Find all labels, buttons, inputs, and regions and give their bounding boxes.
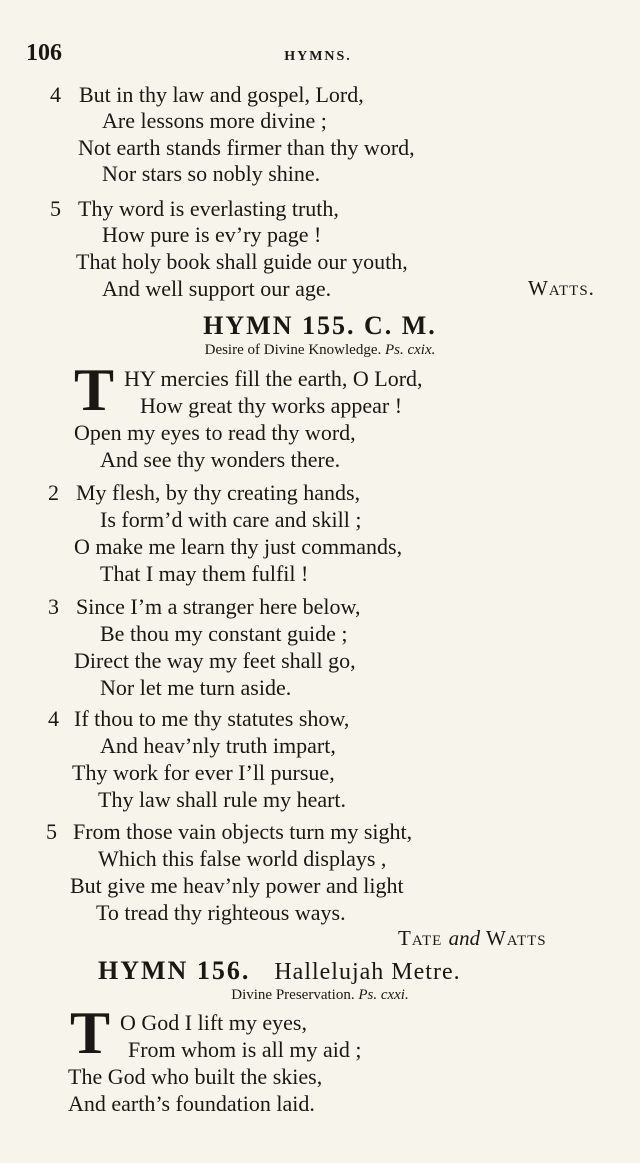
verse-line: But give me heav’nly power and light <box>70 873 404 898</box>
psalm-reference: Ps. cxix. <box>384 342 436 358</box>
subtitle-text: Desire of Divine Knowledge. <box>204 342 382 358</box>
psalm-reference: Ps. cxxi. <box>358 987 409 1003</box>
stanza-number: 3 <box>48 594 59 619</box>
page-number: 106 <box>26 40 62 66</box>
drop-cap: T <box>70 1000 111 1066</box>
verse-line: But in thy law and gospel, Lord, <box>79 82 364 107</box>
verse-line: HY mercies fill the earth, O Lord, <box>124 366 423 391</box>
hymn-155-title: HYMN 155. C. M. <box>203 311 437 340</box>
verse-line: From whom is all my aid ; <box>128 1037 362 1062</box>
hymn-number: HYMN 156. <box>98 956 251 985</box>
stanza-number: 2 <box>48 480 59 505</box>
verse-line: Is form’d with care and skill ; <box>100 507 362 532</box>
verse-line: O make me learn thy just commands, <box>74 534 403 559</box>
verse-line: If thou to me thy statutes show, <box>74 706 350 731</box>
running-head: HYMNS. <box>284 49 352 64</box>
verse-line: The God who built the skies, <box>68 1064 323 1089</box>
stanza-number: 4 <box>48 706 59 731</box>
subtitle-text: Divine Preservation. <box>231 987 355 1003</box>
stanza-number: 4 <box>50 82 61 107</box>
verse-line: How pure is ev’ry page ! <box>102 222 322 247</box>
verse-line: Since I’m a stranger here below, <box>76 594 361 619</box>
verse-line: And heav’nly truth impart, <box>100 733 336 758</box>
verse-line: Are lessons more divine ; <box>102 108 327 133</box>
verse-line: That I may them fulfil ! <box>100 561 309 586</box>
verse-line: To tread thy righteous ways. <box>96 900 346 925</box>
verse-line: Be thou my constant guide ; <box>100 621 348 646</box>
hymn-meter: Hallelujah Metre. <box>274 959 461 985</box>
hymn-156-title <box>98 956 461 986</box>
verse-line: And see thy wonders there. <box>100 447 341 472</box>
verse-line: And well support our age. <box>102 276 332 301</box>
verse-line: From those vain objects turn my sight, <box>73 819 413 844</box>
attribution: Watts. <box>528 276 595 300</box>
stanza-number: 5 <box>46 819 57 844</box>
verse-line: And earth’s foundation laid. <box>68 1091 315 1116</box>
verse-line: O God I lift my eyes, <box>120 1010 307 1035</box>
verse-line: That holy book shall guide our youth, <box>76 249 408 274</box>
verse-line: Open my eyes to read thy word, <box>74 420 356 445</box>
verse-line: Which this false world displays , <box>98 846 387 871</box>
page-header <box>26 40 610 70</box>
verse-line: Nor stars so nobly shine. <box>102 161 321 186</box>
verse-line: Nor let me turn aside. <box>100 675 292 700</box>
verse-line: Thy work for ever I’ll pursue, <box>72 760 335 785</box>
attribution: Tate and Watts <box>398 926 547 950</box>
stanza-number: 5 <box>50 196 61 221</box>
drop-cap: T <box>74 357 115 423</box>
verse-line: How great thy works appear ! <box>140 393 403 418</box>
verse-line: My flesh, by thy creating hands, <box>76 480 361 505</box>
verse-line: Thy word is everlasting truth, <box>78 196 339 221</box>
verse-line: Direct the way my feet shall go, <box>74 648 356 673</box>
verse-line: Not earth stands firmer than thy word, <box>78 135 415 160</box>
verse-line: Thy law shall rule my heart. <box>98 787 347 812</box>
